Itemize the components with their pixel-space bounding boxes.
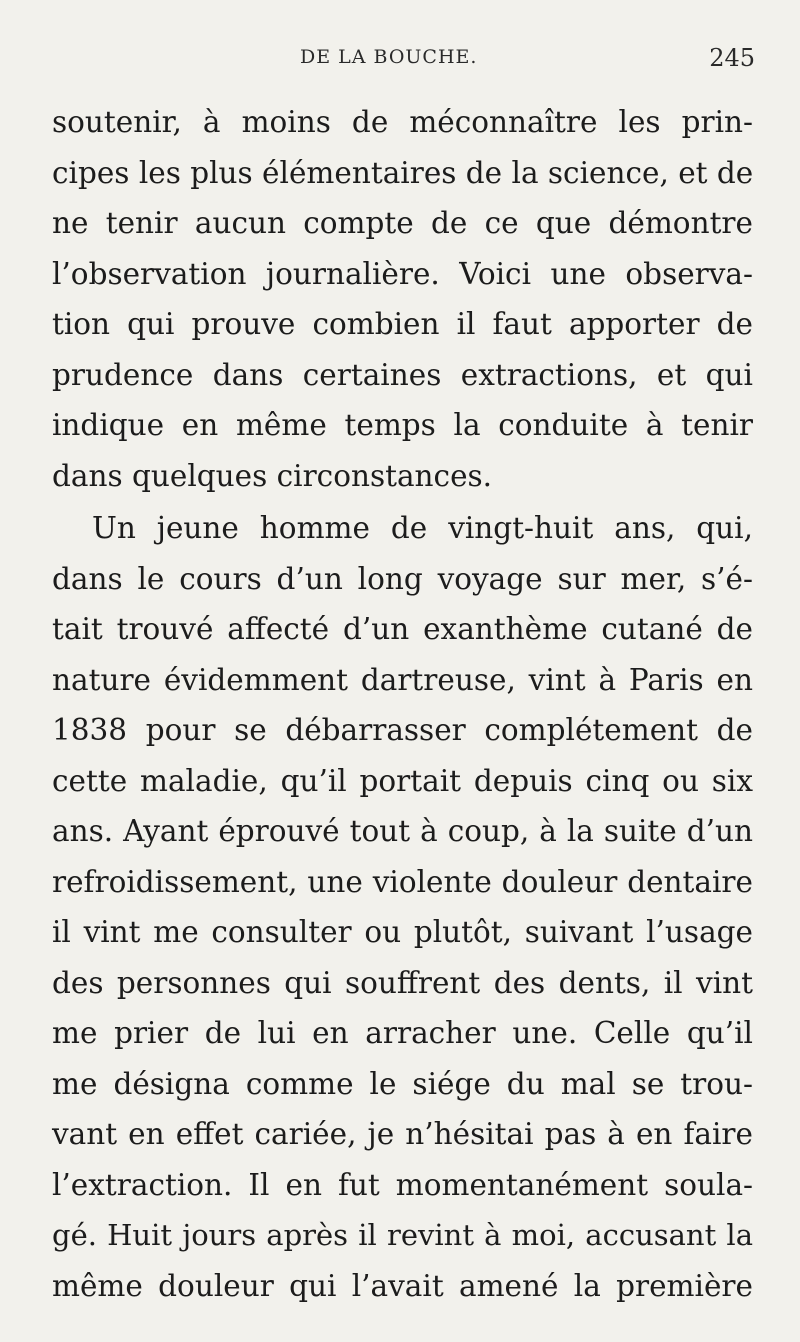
text-line: dans quelques circonstances. xyxy=(52,458,493,493)
text-line: des personnes qui souffrent des dents, il vint xyxy=(52,965,753,1000)
text-line: vant en effet cariée, je n’hésitai pas à en faire xyxy=(52,1117,753,1151)
body-text xyxy=(52,97,753,1311)
text-line: 1838 pour se débarrasser complétement de xyxy=(52,713,753,747)
text-line: tait trouvé affecté d’un exanthème cutané de xyxy=(52,612,753,646)
text-line: il vint me consulter ou plutôt, suivant l’usage xyxy=(52,915,753,949)
paragraph-start-line: Un jeune homme de vingt-huit ans, qui, xyxy=(92,511,753,545)
text-line: ans. Ayant éprouvé tout à coup, à la suite d’un xyxy=(52,814,753,848)
text-line: l’extraction. Il en fut momentanément soula- xyxy=(52,1167,753,1202)
text-line: me prier de lui en arracher une. Celle qu’il xyxy=(52,1016,753,1050)
text-line: ne tenir aucun compte de ce que démontre xyxy=(52,206,753,240)
page-number: 245 xyxy=(709,44,755,72)
running-title: DE LA BOUCHE. xyxy=(300,46,478,68)
text-line: gé. Huit jours après il revint à moi, accusant la xyxy=(52,1218,753,1252)
text-line: nature évidemment dartreuse, vint à Paris en xyxy=(52,662,753,697)
text-line: cette maladie, qu’il portait depuis cinq ou six xyxy=(52,763,753,798)
text-line: tion qui prouve combien il faut apporter de xyxy=(52,307,753,341)
text-line: me désigna comme le siége du mal se trou- xyxy=(52,1066,753,1101)
text-line: dans le cours d’un long voyage sur mer, s’é- xyxy=(52,561,753,596)
text-line: refroidissement, une violente douleur dentaire xyxy=(52,864,753,899)
text-line: même douleur qui l’avait amené la première xyxy=(52,1268,753,1303)
running-head xyxy=(50,46,755,76)
text-line: indique en même temps la conduite à tenir xyxy=(52,408,753,442)
text-line: l’observation journalière. Voici une observa- xyxy=(52,256,753,291)
text-line: cipes les plus élémentaires de la science, et de xyxy=(52,155,754,190)
text-line: prudence dans certaines extractions, et qui xyxy=(52,357,753,392)
text-line: soutenir, à moins de méconnaître les prin- xyxy=(52,105,753,139)
